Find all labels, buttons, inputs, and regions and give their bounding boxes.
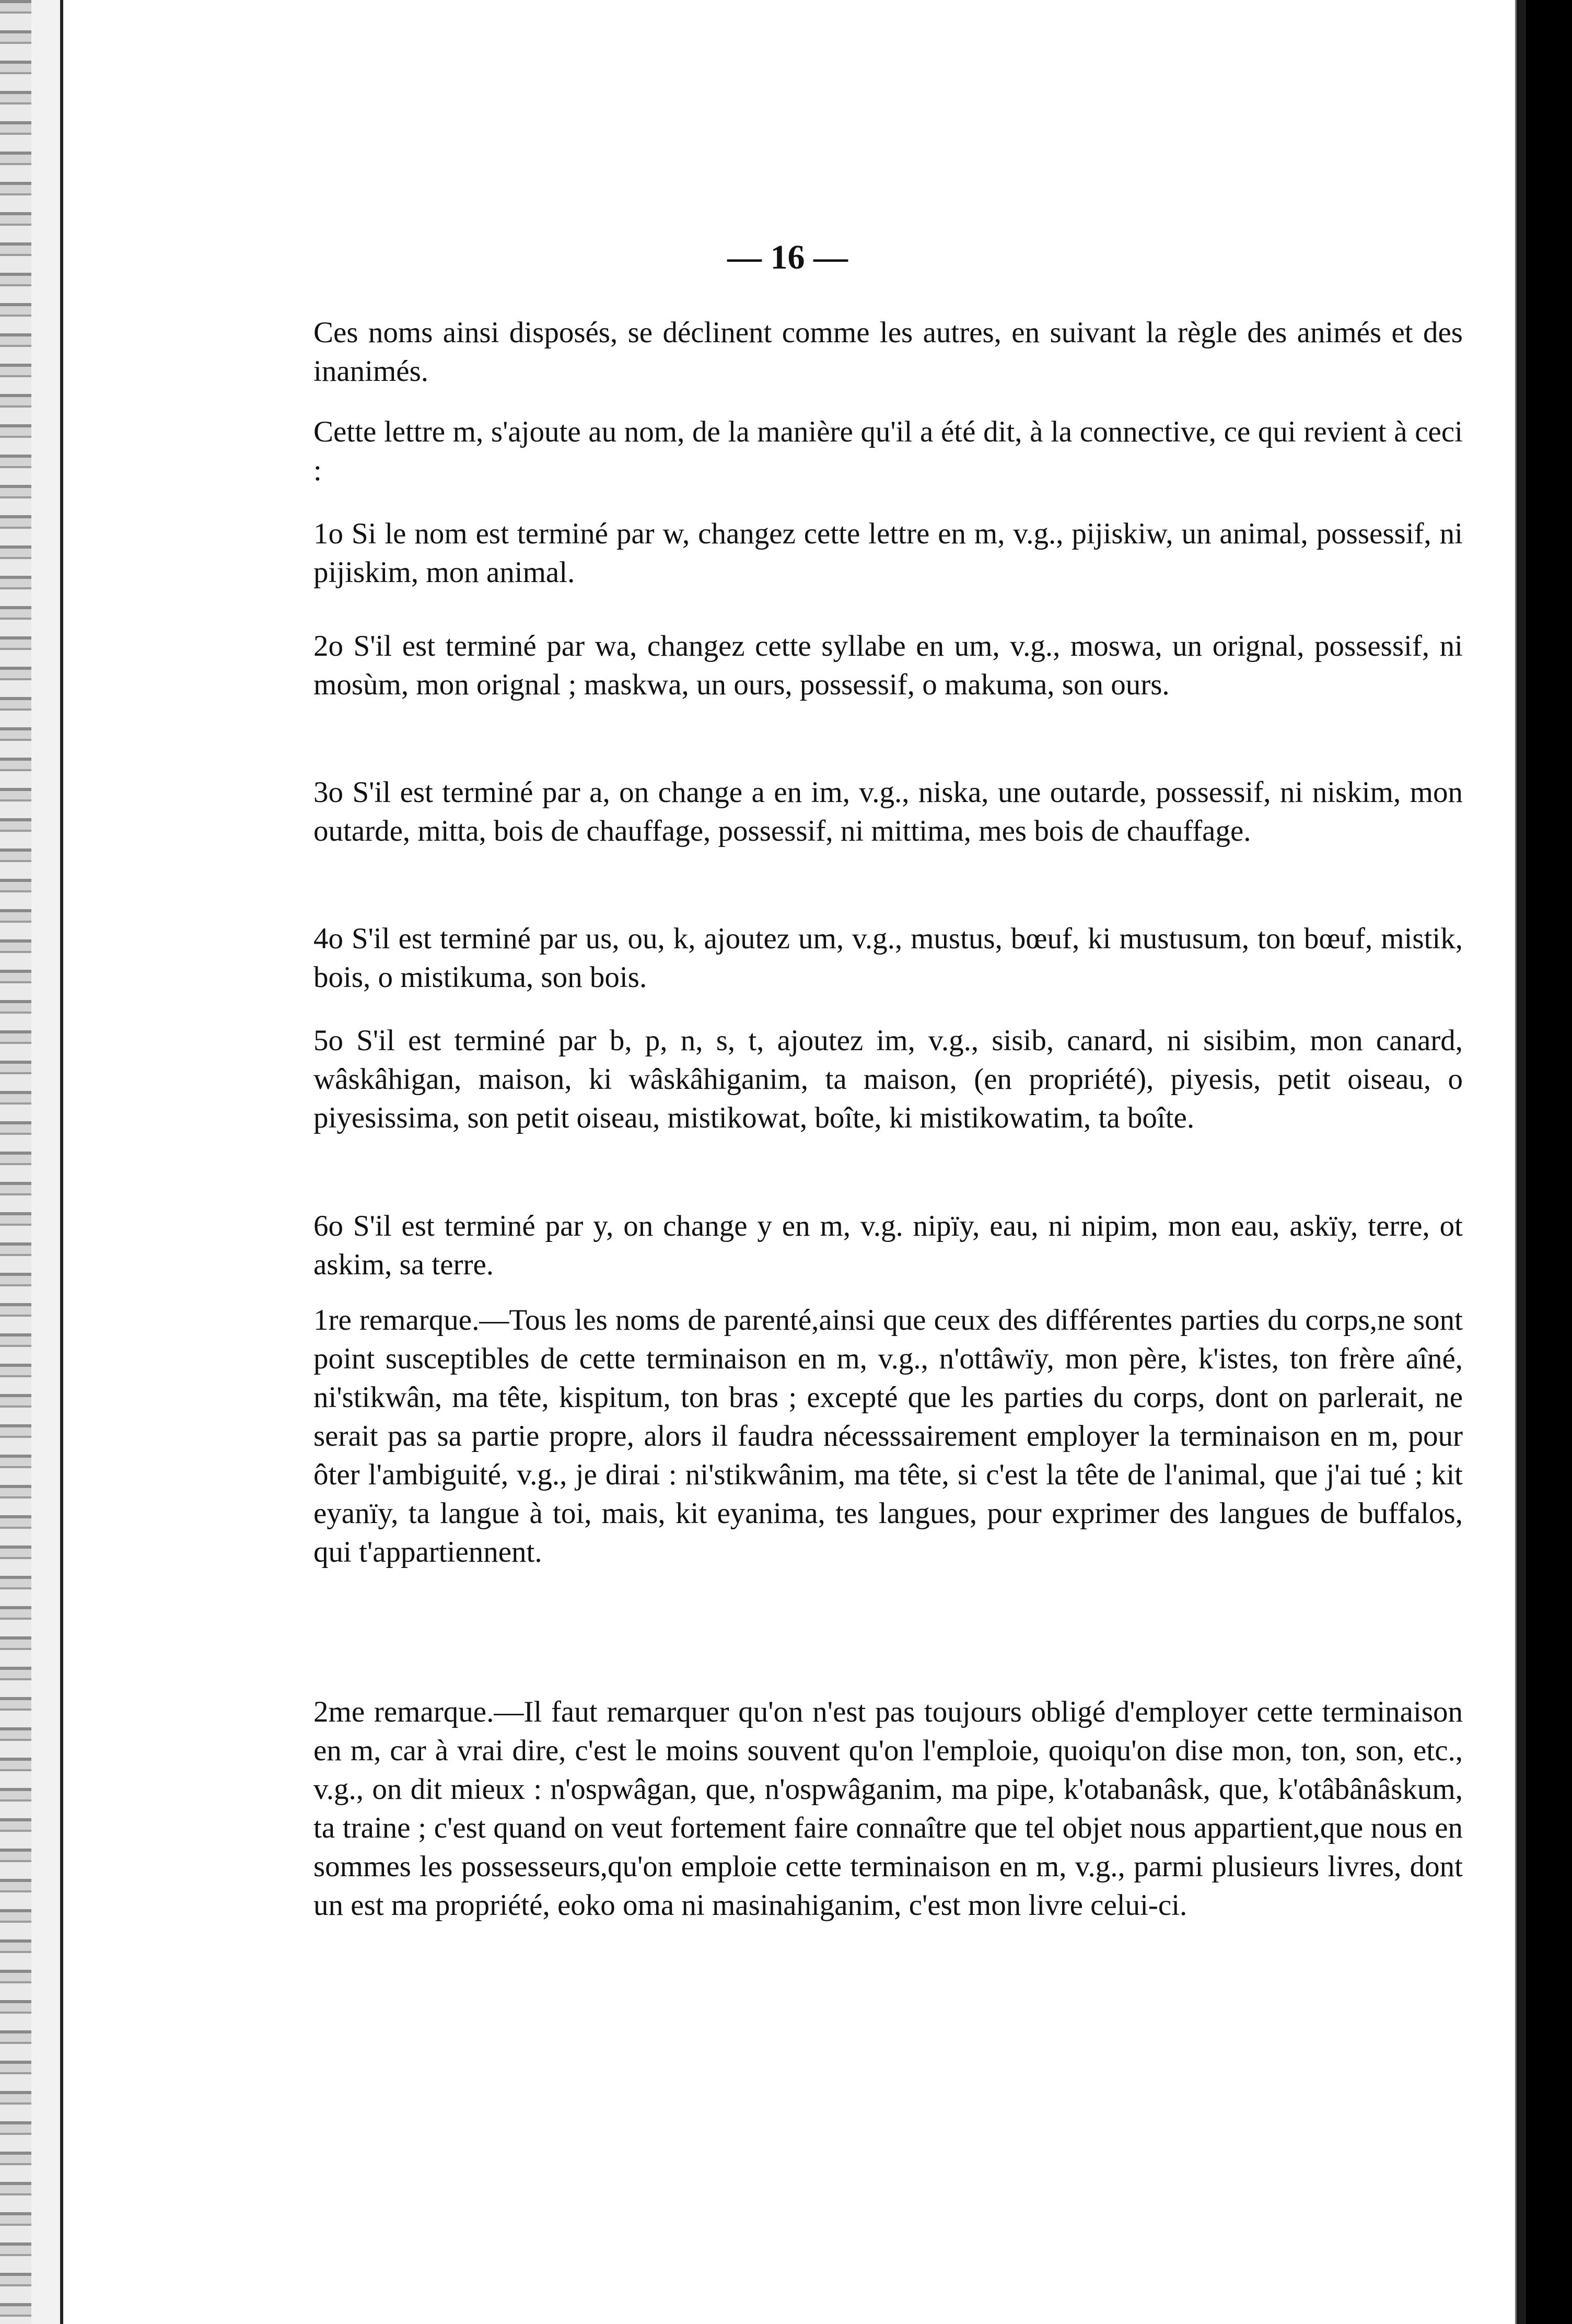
paragraph-remark-1: 1re remarque.—Tous les noms de parenté,ainsi que ceux des différentes parties du corps,ne sont point susceptibles de cette terminaison en m, v.g., n'ottâwïy, mon père, k'istes, ton frère aîné, ni'stikwân, ma tête, kispitum, ton bras ; excepté que les parties du corps, dont on parlerait, ne serait pas sa partie propre, alors il faudra nécesssairement employer la terminaison en m, pour ôter l'ambiguité, v.g., je dirai : ni'stikwânim, ma tête, si c'est la tête de l'animal, que j'ai tué ; kit eyanïy, ta langue à toi, mais, kit eyanima, tes langues, pour exprimer des langues de buffalos, qui t'appartiennent. (313, 1304, 1463, 1568)
page-number: — 16 — (727, 238, 848, 276)
paragraph-rule-3: 3o S'il est terminé par a, on change a en im, v.g., niska, une outarde, possessif, ni niskim, mon outarde, mitta, bois de chauffage, possessif, ni mittima, mes bois de chauffage. (313, 776, 1463, 847)
paragraph-rule-5: 5o S'il est terminé par b, p, n, s, t, ajoutez im, v.g., sisib, canard, ni sisibim, mon canard, wâskâhigan, maison, ki wâskâhiganim, ta maison, (en propriété), piyesis, petit oiseau, o piyesissima, son petit oiseau, mistikowat, boîte, ki mistikowatim, ta boîte. (313, 1024, 1463, 1134)
paragraph-connective: Cette lettre m, s'ajoute au nom, de la manière qu'il a été dit, à la connective, ce qui revient à ceci : (313, 415, 1463, 487)
paragraph-rule-4: 4o S'il est terminé par us, ou, k, ajoutez um, v.g., mustus, bœuf, ki mustusum, ton bœuf, mistik, bois, o mistikuma, son bois. (313, 922, 1463, 994)
paragraph-rule-1: 1o Si le nom est terminé par w, changez cette lettre en m, v.g., pijiskiw, un animal, possessif, ni pijiskim, mon animal. (313, 517, 1463, 589)
paragraph-intro: Ces noms ainsi disposés, se déclinent comme les autres, en suivant la règle des animés et des inanimés. (313, 316, 1463, 388)
book-page (60, 0, 1515, 2324)
paragraph-rule-2: 2o S'il est terminé par wa, changez cette syllabe en um, v.g., moswa, un orignal, possessif, ni mosùm, mon orignal ; maskwa, un ours, possessif, o makuma, son ours. (313, 630, 1463, 701)
paragraph-remark-2: 2me remarque.—Il faut remarquer qu'on n'est pas toujours obligé d'employer cette terminaison en m, car à vrai dire, c'est le moins souvent qu'on l'emploie, quoiqu'on dise mon, ton, son, etc., v.g., on dit mieux : n'ospwâgan, que, n'ospwâganim, ma pipe, k'otabanâsk, que, k'otâbânâskum, ta traine ; c'est quand on veut fortement faire connaître que tel objet nous appartient,que nous en sommes les possesseurs,qu'on emploie cette terminaison en m, v.g., parmi plusieurs livres, dont un est ma propriété, eoko oma ni masinahiganim, c'est mon livre celui-ci. (313, 1695, 1463, 1922)
paragraph-rule-6: 6o S'il est terminé par y, on change y en m, v.g. nipïy, eau, ni nipim, mon eau, askïy, terre, ot askim, sa terre. (313, 1210, 1463, 1281)
next-page-edge (1515, 0, 1526, 2324)
adjacent-page-edge (0, 0, 31, 2324)
